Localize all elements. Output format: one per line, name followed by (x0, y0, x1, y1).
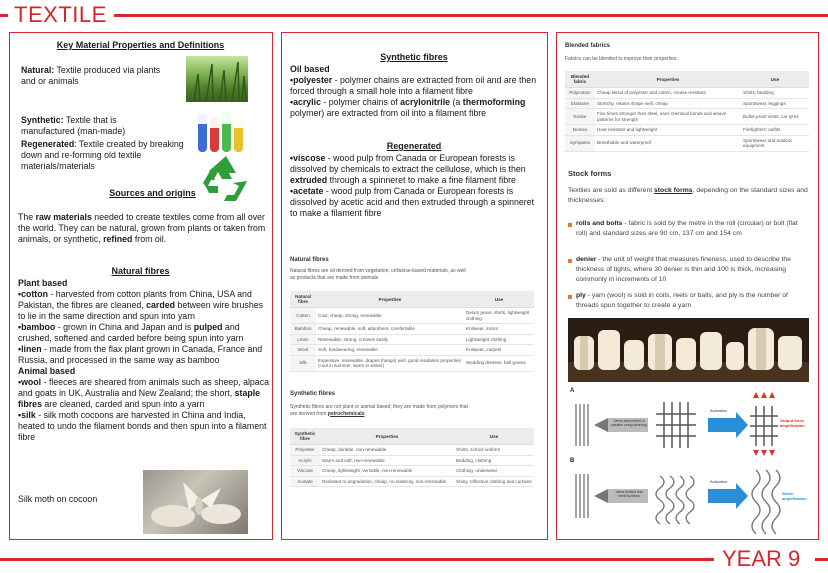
activation-label-a: Activation (710, 408, 728, 413)
table-header: Properties (320, 428, 454, 445)
table-header: Use (454, 428, 534, 445)
stock-forms-title: Stock forms (568, 169, 612, 178)
key-properties-heading: Key Material Properties and Definitions (56, 40, 225, 50)
header-rule (114, 14, 828, 17)
natural-fibres-table (290, 291, 534, 372)
table-row: Elastane Stretchy, retains shape well, cheap Sportswear, leggings (565, 98, 809, 109)
synthetic-definition: Synthetic: Textile that is manufactured (man-made) (21, 115, 126, 136)
flasks-icon (188, 110, 248, 158)
natural-definition: Natural: Textile produced via plants and or animals (21, 65, 161, 86)
linen-item: •linen - made from the flax plant grown in Canada, France and Russia, and processed in the same way as bamboo (18, 344, 263, 365)
yarn-reels-icon (568, 318, 809, 382)
stock-item-rolls: rolls and bolts - fabric is sold by the metre in the roll (circular) or bolt (flat roll) and standard sizes are 90 cm, 137 cm and 154 cm (576, 220, 798, 237)
diagram-graphics (568, 388, 809, 538)
oil-based-subheading: Oil based (290, 64, 330, 74)
natural-table-title: Natural fibres (290, 257, 329, 263)
table-header: Synthetic fibre (290, 428, 320, 445)
strain-label: Strain amplification (782, 491, 807, 501)
grass-blades (186, 56, 248, 102)
regenerated-heading: Regenerated (386, 141, 442, 151)
knitting-caption: Yarns knitted into stretchy fabric (615, 490, 643, 499)
blended-fabrics-table (565, 71, 809, 152)
polyester-item: •polyester - polymer chains are extracted from oil and are then forced through a small hole into a filament fibre (290, 75, 537, 96)
stock-item-denier: denier - the unit of weight that measures fineness, used to describe the thickness of tights, where 30 denier is thin and 100 is thick, increasing commonly in increments of 10 (576, 256, 791, 283)
table-header: Properties (316, 291, 464, 308)
moth-icon (143, 470, 248, 534)
natural-fibres-text (18, 278, 270, 443)
middle-panel (281, 32, 548, 540)
synthetic-table-intro: Synthetic fibres are not plant or animal based; they are made from polymers that are derived from petrochemicals. (290, 404, 468, 417)
table-row: Acetate Resistant to degradation, cheap, no elasticity, non-renewable Shiny, reflective clothing and curtains (290, 476, 534, 487)
table-row: Kevlar Five times stronger than steel, uses chemical bonds and weave patterns for strength Bullet-proof vests, car tyres (565, 109, 809, 125)
synthetic-fibres-table (290, 428, 534, 487)
silk-item: •silk - silk moth cocoons are harvested in China and India, heated to undo the filament bonds and then spun into a filament fibre (18, 410, 267, 442)
diagram-label-b: B (570, 458, 575, 464)
weaving-caption: Yarns assembled in parallel using weaving (611, 419, 647, 428)
stock-forms-intro: Textiles are sold as different stock forms, depending on the standard sizes and thicknesses: (568, 187, 808, 204)
natural-fibres-heading: Natural fibres (111, 266, 170, 276)
yarn-reels-image (568, 318, 809, 382)
table-header: Use (464, 291, 534, 308)
table-row: Acrylic Warm and soft, non-renewable Bedding, clothing (290, 455, 534, 466)
natural-table-intro: Natural fibres are oil derived from vegetation, cellulose-based materials, as well as products that are made from animals. (290, 268, 466, 281)
silk-moth-image (143, 470, 248, 534)
header-dash (0, 14, 8, 17)
cotton-item: •cotton - harvested from cotton plants from China, USA and Pakistan, the fibres are cleaned, carded between wire brushes to lie in the same direction and spun into yarn (18, 289, 264, 321)
synthetic-fibres-heading: Synthetic fibres (380, 52, 448, 62)
silk-moth-caption: Silk moth on cocoon (18, 494, 98, 504)
table-row: Nomex Heat resistant and lightweight Firefighters' outfits (565, 125, 809, 136)
synthetic-table-title: Synthetic fibres (290, 391, 336, 397)
regenerated-text (290, 153, 542, 219)
table-row: Wool Soft, hardwearing, renewable Knitwear, carpets (290, 345, 534, 356)
bullet-icon (568, 295, 572, 299)
table-header: Use (741, 71, 809, 88)
page-title: TEXTILE (14, 2, 107, 27)
footer-dash (815, 558, 828, 561)
year-label: YEAR 9 (722, 546, 801, 571)
sources-paragraph: The raw materials needed to create textiles come from all over the world. They can be natural, grown from plants or taken from animals, or synthetic, refined from oil. (18, 212, 266, 244)
test-tubes-image (188, 110, 248, 158)
table-row: Polycotton Cheap blend of polyester and cotton, crease resistant Shirts, bedding (565, 88, 809, 99)
output-force-label: Output force amplification (780, 418, 805, 428)
table-header: Natural fibre (290, 291, 316, 308)
viscose-item: •viscose - wood pulp from Canada or European forests is dissolved by chemicals to extract the cellulose, which is then extruded through a spinneret to make a fine filament fibre (290, 153, 526, 185)
table-row: Viscose Cheap, lightweight, versatile, non-renewable Clothing, underwear (290, 466, 534, 477)
regenerated-definition: Regenerated: Textile created by breaking down and re-forming old textile materials/materials (21, 139, 184, 171)
bamboo-item: •bamboo - grown in China and Japan and is pulped and crushed, softened and carded before being spun into yarn (18, 322, 244, 343)
table-row: Silk Expensive, renewable, drapes (hangs) well, good insulation properties (cool in summer, warm in winter) Wedding dresses, ball gowns (290, 355, 534, 371)
diagram-label-a: A (570, 388, 575, 394)
table-header: Blended fabric (565, 71, 595, 88)
blended-title: Blended fabrics (565, 43, 611, 49)
activation-label-b: Activation (710, 479, 728, 484)
plant-based-subheading: Plant based (18, 278, 68, 288)
synthetic-fibres-text (290, 64, 542, 119)
table-row: Cotton Cool, cheap, strong, renewable Denim jeans, shirts, lightweight clothing (290, 308, 534, 324)
recycle-icon (200, 153, 252, 203)
yarn-diagram (568, 388, 809, 538)
wool-item: •wool - fleeces are sheared from animals such as sheep, alpaca and goats in UK, Australia and New Zealand; the short, staple fibres are cleaned, carded and spun into a yarn (18, 377, 269, 409)
footer-rule (0, 558, 714, 561)
animal-based-subheading: Animal based (18, 366, 76, 376)
acetate-item: •acetate - wood pulp from Canada or European forests is dissolved by acetic acid and then extruded through a spinneret to make a filament fibre (290, 186, 535, 218)
bullet-icon (568, 259, 572, 263)
stock-item-ply: ply - yarn (wool) is sold in coils, reels or balls, and ply is the number of threads spun together to create a yarn (576, 292, 788, 309)
acrylic-item: •acrylic - polymer chains of acrylonitrile (a thermoforming polymer) are extracted from oil into a filament fibre (290, 97, 526, 118)
blended-intro: Fabrics can be blended to improve their properties. (565, 56, 678, 62)
header-bar (0, 0, 828, 30)
table-row: Bamboo Cheap, renewable, soft, absorbent, comfortable Knitwear, socks (290, 324, 534, 335)
sources-heading: Sources and origins (109, 188, 196, 198)
grass-image (186, 56, 248, 102)
right-panel (556, 32, 819, 540)
table-header: Properties (595, 71, 741, 88)
table-row: Polyester Cheap, durable, non-renewable Shirts, school uniform (290, 445, 534, 456)
left-panel (9, 32, 273, 540)
table-row: Linen Renewable, strong, creases easily Lightweight clothing (290, 334, 534, 345)
table-row: Sympatex Breathable and waterproof Sportswear and outdoor equipment (565, 135, 809, 151)
bullet-icon (568, 223, 572, 227)
footer-bar (0, 546, 828, 573)
